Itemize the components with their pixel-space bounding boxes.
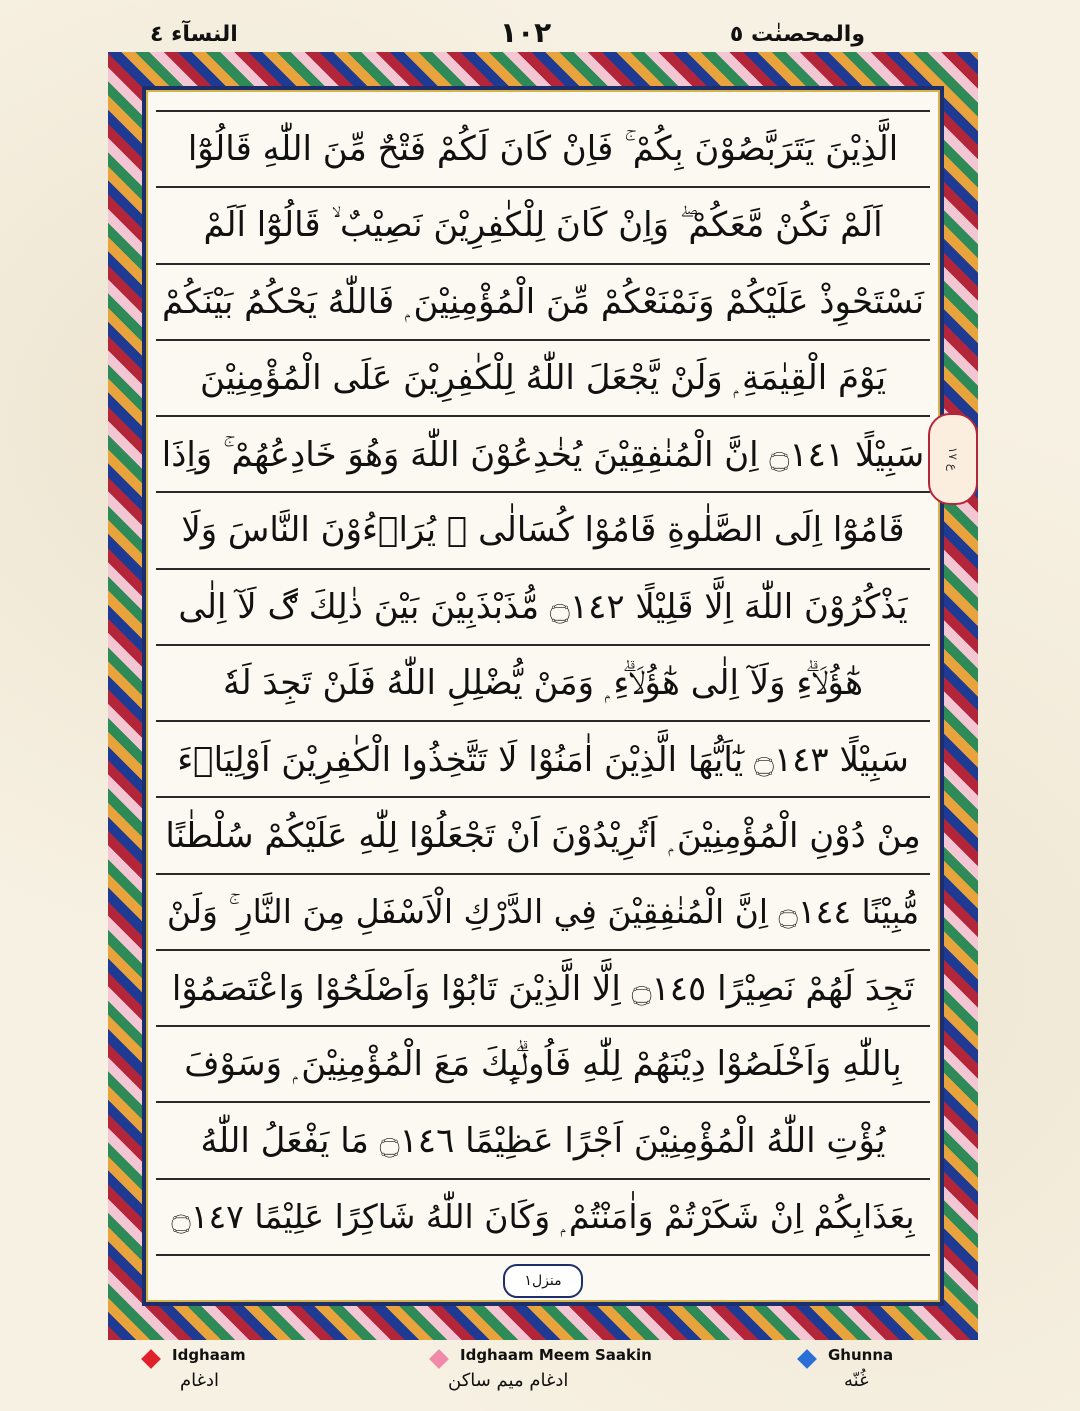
verse-line: بِاللّٰهِ وَاَخْلَصُوْا دِيْنَھُمْ لِلّٰهِ فَاُولٰۗىِٕكَ مَعَ الْمُؤْمِنِيْنَ ۭ وَسَوْفَ [156,1027,930,1103]
verse-line: بِعَذَابِكُمْ اِنْ شَكَرْتُمْ وَاٰمَنْتُمْ ۭ وَكَانَ اللّٰهُ شَاكِرًا عَلِيْمًا ۝١٤٧ [156,1180,930,1256]
verse-line: اَلَمْ نَكُنْ مَّعَكُمْ ۖ وَاِنْ كَانَ لِلْكٰفِرِيْنَ نَصِيْبٌ ۙ قَالُوْٓا اَلَمْ [156,188,930,264]
ornamental-border [108,52,978,1340]
legend-label-ar: غُنّه [844,1370,869,1391]
verse-line: سَبِيْلًا ۝١٤٣ يٰٓاَيُّھَا الَّذِيْنَ اٰمَنُوْا لَا تَتَّخِذُوا الْكٰفِرِيْنَ اَوْلِيَاۗءَ [156,722,930,798]
legend-label-en: Idghaam [172,1346,246,1364]
manzil-marker: منزل١ [503,1264,583,1298]
verse-line: يُؤْتِ اللّٰهُ الْمُؤْمِنِيْنَ اَجْرًا عَظِيْمًا ۝١٤٦ مَا يَفْعَلُ اللّٰهُ [156,1103,930,1179]
pink-diamond-icon [429,1349,449,1369]
page-number: ١٠٢ [500,16,552,49]
verse-line: يَوْمَ الْقِيٰمَةِ ۭ وَلَنْ يَّجْعَلَ اللّٰهُ لِلْكٰفِرِيْنَ عَلَى الْمُؤْمِنِيْنَ [156,341,930,417]
text-panel [142,86,944,1306]
legend-label-ar: ادغام [180,1370,220,1391]
verse-line: مِنْ دُوْنِ الْمُؤْمِنِيْنَ ۭ اَتُرِيْدُوْنَ اَنْ تَجْعَلُوْا لِلّٰهِ عَلَيْكُمْ سُلْطٰنًا [156,798,930,874]
verse-line: سَبِيْلًا ۝١٤١ اِنَّ الْمُنٰفِقِيْنَ يُخٰدِعُوْنَ اللّٰهَ وَھُوَ خَادِعُھُمْ ۚ وَاِذَا [156,417,930,493]
surah-name: النسآء ٤ [150,22,238,47]
verse-line: نَسْتَحْوِذْ عَلَيْكُمْ وَنَمْنَعْكُمْ مِّنَ الْمُؤْمِنِيْنَ ۭ فَاللّٰهُ يَحْكُمُ بَيْنَكُمْ [156,265,930,341]
verse-line: تَجِدَ لَھُمْ نَصِيْرًا ۝١٤٥ اِلَّا الَّذِيْنَ تَابُوْا وَاَصْلَحُوْا وَاعْتَصَمُوْا [156,951,930,1027]
verse-line: الَّذِيْنَ يَتَرَبَّصُوْنَ بِكُمْ ۚ فَاِنْ كَانَ لَكُمْ فَتْحٌ مِّنَ اللّٰهِ قَالُوْٓا [156,110,930,188]
legend-label-en: Ghunna [828,1346,894,1364]
verse-lines [156,110,930,1256]
juz-name: والمحصنٰت ٥ [729,22,865,47]
ruku-marker: ع ١٧ [928,413,978,505]
red-diamond-icon [141,1349,161,1369]
verse-line: قَامُوْٓا اِلَى الصَّلٰوةِ قَامُوْا كُسَالٰى ۙ يُرَاۗءُوْنَ النَّاسَ وَلَا [156,493,930,569]
verse-line: يَذْكُرُوْنَ اللّٰهَ اِلَّا قَلِيْلًا ۝١٤٢ مُّذَبْذَبِيْنَ بَيْنَ ذٰلِكَ ڰ لَآ اِلٰى [156,570,930,646]
verse-line: هٰٓؤُلَاۗءِ وَلَآ اِلٰى هٰٓؤُلَاۗءِ ۭ وَمَنْ يُّضْلِلِ اللّٰهُ فَلَنْ تَجِدَ لَهٗ [156,646,930,722]
verse-line: مُّبِيْنًا ۝١٤٤ اِنَّ الْمُنٰفِقِيْنَ فِي الدَّرْكِ الْاَسْفَلِ مِنَ النَّارِ ۚ وَلَنْ [156,875,930,951]
legend-label-en: Idghaam Meem Saakin [460,1346,652,1364]
legend-label-ar: ادغام میم ساکن [448,1370,569,1391]
blue-diamond-icon [797,1349,817,1369]
